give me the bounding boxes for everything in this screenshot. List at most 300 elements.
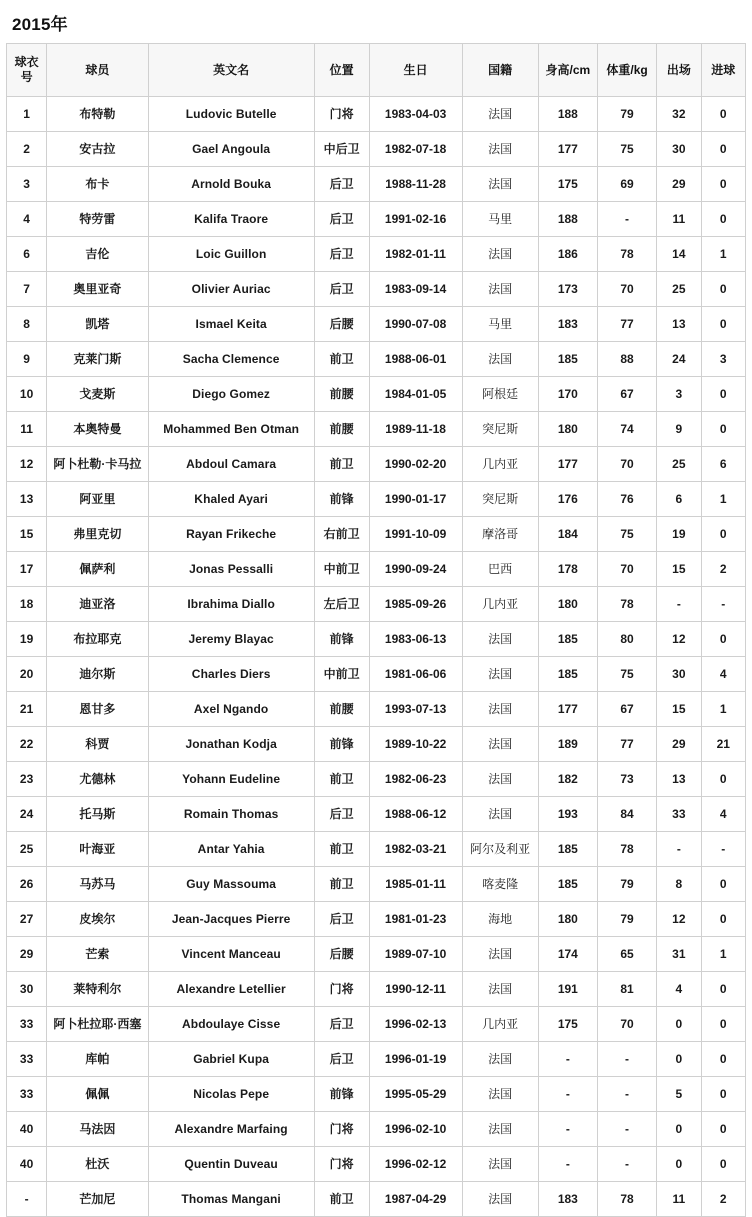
cell-player-name: 布卡 (47, 167, 148, 202)
cell-appearances: 19 (657, 517, 701, 552)
cell-goals: 0 (701, 867, 745, 902)
cell-english-name: Khaled Ayari (148, 482, 314, 517)
cell-appearances: 30 (657, 132, 701, 167)
cell-appearances: 32 (657, 97, 701, 132)
cell-player-name: 阿卜杜勒·卡马拉 (47, 447, 148, 482)
cell-player-name: 戈麦斯 (47, 377, 148, 412)
cell-height: - (538, 1147, 597, 1182)
cell-nationality: 巴西 (462, 552, 538, 587)
cell-number: 15 (7, 517, 47, 552)
cell-english-name: Gael Angoula (148, 132, 314, 167)
cell-number: - (7, 1182, 47, 1217)
cell-appearances: 30 (657, 657, 701, 692)
table-row (7, 552, 746, 587)
cell-birthday: 1990-02-20 (369, 447, 462, 482)
cell-number: 2 (7, 132, 47, 167)
cell-birthday: 1982-06-23 (369, 762, 462, 797)
cell-appearances: 14 (657, 237, 701, 272)
cell-height: - (538, 1077, 597, 1112)
cell-number: 33 (7, 1042, 47, 1077)
cell-height: 193 (538, 797, 597, 832)
cell-number: 13 (7, 482, 47, 517)
cell-position: 后卫 (314, 1042, 369, 1077)
cell-height: 188 (538, 202, 597, 237)
cell-player-name: 杜沃 (47, 1147, 148, 1182)
cell-position: 门将 (314, 1112, 369, 1147)
cell-english-name: Charles Diers (148, 657, 314, 692)
table-row (7, 377, 746, 412)
cell-number: 20 (7, 657, 47, 692)
cell-position: 后卫 (314, 1007, 369, 1042)
cell-position: 中前卫 (314, 552, 369, 587)
cell-nationality: 法国 (462, 797, 538, 832)
header-row (7, 44, 746, 97)
cell-nationality: 马里 (462, 307, 538, 342)
cell-appearances: 33 (657, 797, 701, 832)
cell-english-name: Olivier Auriac (148, 272, 314, 307)
cell-player-name: 吉伦 (47, 237, 148, 272)
cell-nationality: 法国 (462, 1112, 538, 1147)
cell-weight: 73 (597, 762, 656, 797)
cell-english-name: Romain Thomas (148, 797, 314, 832)
table-row (7, 727, 746, 762)
cell-birthday: 1996-02-10 (369, 1112, 462, 1147)
cell-number: 25 (7, 832, 47, 867)
cell-english-name: Rayan Frikeche (148, 517, 314, 552)
cell-birthday: 1996-01-19 (369, 1042, 462, 1077)
cell-player-name: 克莱门斯 (47, 342, 148, 377)
cell-english-name: Arnold Bouka (148, 167, 314, 202)
cell-nationality: 法国 (462, 272, 538, 307)
cell-goals: 0 (701, 517, 745, 552)
cell-weight: 75 (597, 132, 656, 167)
cell-birthday: 1991-10-09 (369, 517, 462, 552)
cell-player-name: 弗里克切 (47, 517, 148, 552)
cell-goals: 3 (701, 342, 745, 377)
cell-number: 24 (7, 797, 47, 832)
column-header-nationality: 国籍 (462, 44, 538, 97)
cell-appearances: 25 (657, 272, 701, 307)
cell-appearances: - (657, 587, 701, 622)
cell-appearances: 5 (657, 1077, 701, 1112)
cell-birthday: 1988-06-12 (369, 797, 462, 832)
cell-appearances: 15 (657, 552, 701, 587)
cell-nationality: 法国 (462, 1042, 538, 1077)
cell-number: 7 (7, 272, 47, 307)
cell-number: 17 (7, 552, 47, 587)
cell-appearances: 0 (657, 1042, 701, 1077)
cell-nationality: 法国 (462, 342, 538, 377)
cell-weight: - (597, 1077, 656, 1112)
cell-birthday: 1989-10-22 (369, 727, 462, 762)
cell-goals: 2 (701, 552, 745, 587)
cell-appearances: 12 (657, 902, 701, 937)
column-header-english-name: 英文名 (148, 44, 314, 97)
cell-weight: 65 (597, 937, 656, 972)
cell-position: 前锋 (314, 622, 369, 657)
cell-appearances: 13 (657, 307, 701, 342)
cell-player-name: 芒索 (47, 937, 148, 972)
cell-player-name: 佩萨利 (47, 552, 148, 587)
cell-appearances: 4 (657, 972, 701, 1007)
cell-player-name: 莱特利尔 (47, 972, 148, 1007)
cell-number: 40 (7, 1147, 47, 1182)
cell-height: 180 (538, 902, 597, 937)
cell-english-name: Jean-Jacques Pierre (148, 902, 314, 937)
cell-english-name: Vincent Manceau (148, 937, 314, 972)
cell-goals: 4 (701, 797, 745, 832)
cell-goals: - (701, 832, 745, 867)
cell-position: 前卫 (314, 832, 369, 867)
table-row (7, 342, 746, 377)
cell-weight: 70 (597, 272, 656, 307)
roster-table (6, 43, 746, 1217)
cell-number: 21 (7, 692, 47, 727)
cell-position: 前卫 (314, 867, 369, 902)
cell-english-name: Diego Gomez (148, 377, 314, 412)
cell-birthday: 1989-11-18 (369, 412, 462, 447)
table-row (7, 202, 746, 237)
cell-goals: 4 (701, 657, 745, 692)
cell-appearances: 11 (657, 1182, 701, 1217)
cell-english-name: Abdoul Camara (148, 447, 314, 482)
cell-position: 前卫 (314, 447, 369, 482)
cell-birthday: 1983-06-13 (369, 622, 462, 657)
cell-nationality: 法国 (462, 692, 538, 727)
cell-weight: 78 (597, 237, 656, 272)
cell-height: 170 (538, 377, 597, 412)
cell-height: 176 (538, 482, 597, 517)
cell-english-name: Loic Guillon (148, 237, 314, 272)
cell-english-name: Nicolas Pepe (148, 1077, 314, 1112)
cell-nationality: 法国 (462, 622, 538, 657)
cell-nationality: 法国 (462, 1077, 538, 1112)
cell-weight: 70 (597, 447, 656, 482)
cell-nationality: 阿尔及利亚 (462, 832, 538, 867)
cell-appearances: 9 (657, 412, 701, 447)
cell-birthday: 1988-06-01 (369, 342, 462, 377)
cell-player-name: 安古拉 (47, 132, 148, 167)
cell-player-name: 迪尔斯 (47, 657, 148, 692)
cell-height: 185 (538, 867, 597, 902)
cell-birthday: 1985-09-26 (369, 587, 462, 622)
table-row (7, 937, 746, 972)
cell-nationality: 突尼斯 (462, 412, 538, 447)
cell-goals: 0 (701, 97, 745, 132)
cell-number: 6 (7, 237, 47, 272)
cell-appearances: 15 (657, 692, 701, 727)
cell-english-name: Axel Ngando (148, 692, 314, 727)
cell-number: 22 (7, 727, 47, 762)
cell-weight: - (597, 1147, 656, 1182)
cell-nationality: 法国 (462, 132, 538, 167)
cell-goals: 0 (701, 622, 745, 657)
cell-player-name: 迪亚洛 (47, 587, 148, 622)
cell-appearances: 0 (657, 1147, 701, 1182)
cell-appearances: 6 (657, 482, 701, 517)
cell-position: 前锋 (314, 1077, 369, 1112)
table-row (7, 1042, 746, 1077)
cell-nationality: 法国 (462, 762, 538, 797)
cell-nationality: 几内亚 (462, 447, 538, 482)
table-row (7, 832, 746, 867)
cell-height: 188 (538, 97, 597, 132)
cell-number: 12 (7, 447, 47, 482)
cell-weight: 78 (597, 587, 656, 622)
cell-height: 189 (538, 727, 597, 762)
table-row (7, 517, 746, 552)
table-row (7, 797, 746, 832)
table-row (7, 97, 746, 132)
cell-goals: 0 (701, 1007, 745, 1042)
cell-english-name: Alexandre Marfaing (148, 1112, 314, 1147)
cell-number: 3 (7, 167, 47, 202)
table-row (7, 272, 746, 307)
cell-weight: 78 (597, 832, 656, 867)
cell-position: 前腰 (314, 412, 369, 447)
cell-weight: 77 (597, 727, 656, 762)
cell-birthday: 1985-01-11 (369, 867, 462, 902)
column-header-goals: 进球 (701, 44, 745, 97)
cell-goals: 6 (701, 447, 745, 482)
cell-nationality: 几内亚 (462, 1007, 538, 1042)
cell-birthday: 1981-01-23 (369, 902, 462, 937)
cell-nationality: 法国 (462, 1182, 538, 1217)
cell-goals: 0 (701, 377, 745, 412)
cell-birthday: 1995-05-29 (369, 1077, 462, 1112)
cell-birthday: 1983-04-03 (369, 97, 462, 132)
cell-height: 184 (538, 517, 597, 552)
cell-english-name: Yohann Eudeline (148, 762, 314, 797)
cell-nationality: 法国 (462, 97, 538, 132)
cell-weight: 81 (597, 972, 656, 1007)
column-header-height: 身高/cm (538, 44, 597, 97)
cell-birthday: 1989-07-10 (369, 937, 462, 972)
cell-weight: 78 (597, 1182, 656, 1217)
cell-birthday: 1987-04-29 (369, 1182, 462, 1217)
cell-nationality: 海地 (462, 902, 538, 937)
cell-weight: 70 (597, 1007, 656, 1042)
table-row (7, 167, 746, 202)
table-row (7, 1112, 746, 1147)
cell-english-name: Ismael Keita (148, 307, 314, 342)
table-row (7, 902, 746, 937)
cell-number: 27 (7, 902, 47, 937)
cell-weight: 79 (597, 97, 656, 132)
table-row (7, 307, 746, 342)
cell-birthday: 1982-07-18 (369, 132, 462, 167)
cell-player-name: 叶海亚 (47, 832, 148, 867)
cell-appearances: 29 (657, 167, 701, 202)
cell-appearances: 11 (657, 202, 701, 237)
cell-height: 174 (538, 937, 597, 972)
cell-birthday: 1993-07-13 (369, 692, 462, 727)
cell-appearances: 24 (657, 342, 701, 377)
cell-nationality: 法国 (462, 167, 538, 202)
cell-english-name: Ludovic Butelle (148, 97, 314, 132)
cell-number: 23 (7, 762, 47, 797)
cell-english-name: Sacha Clemence (148, 342, 314, 377)
cell-player-name: 恩甘多 (47, 692, 148, 727)
cell-english-name: Thomas Mangani (148, 1182, 314, 1217)
cell-nationality: 阿根廷 (462, 377, 538, 412)
cell-birthday: 1990-07-08 (369, 307, 462, 342)
column-header-weight: 体重/kg (597, 44, 656, 97)
cell-goals: 0 (701, 307, 745, 342)
cell-number: 18 (7, 587, 47, 622)
cell-nationality: 法国 (462, 937, 538, 972)
cell-goals: - (701, 587, 745, 622)
cell-goals: 0 (701, 1042, 745, 1077)
cell-english-name: Ibrahima Diallo (148, 587, 314, 622)
cell-weight: - (597, 1112, 656, 1147)
cell-number: 19 (7, 622, 47, 657)
cell-player-name: 芒加尼 (47, 1182, 148, 1217)
cell-position: 左后卫 (314, 587, 369, 622)
cell-player-name: 奥里亚奇 (47, 272, 148, 307)
cell-goals: 2 (701, 1182, 745, 1217)
cell-position: 前锋 (314, 727, 369, 762)
cell-player-name: 佩佩 (47, 1077, 148, 1112)
cell-birthday: 1996-02-13 (369, 1007, 462, 1042)
cell-height: 177 (538, 692, 597, 727)
cell-english-name: Gabriel Kupa (148, 1042, 314, 1077)
table-row (7, 587, 746, 622)
cell-birthday: 1984-01-05 (369, 377, 462, 412)
cell-position: 前腰 (314, 377, 369, 412)
cell-english-name: Abdoulaye Cisse (148, 1007, 314, 1042)
cell-birthday: 1982-01-11 (369, 237, 462, 272)
cell-nationality: 法国 (462, 237, 538, 272)
cell-number: 11 (7, 412, 47, 447)
cell-weight: 79 (597, 902, 656, 937)
cell-nationality: 法国 (462, 727, 538, 762)
cell-english-name: Alexandre Letellier (148, 972, 314, 1007)
table-row (7, 447, 746, 482)
table-row (7, 867, 746, 902)
cell-appearances: 8 (657, 867, 701, 902)
cell-position: 前卫 (314, 1182, 369, 1217)
table-row (7, 657, 746, 692)
cell-appearances: 13 (657, 762, 701, 797)
cell-height: 185 (538, 622, 597, 657)
cell-english-name: Kalifa Traore (148, 202, 314, 237)
cell-position: 门将 (314, 972, 369, 1007)
cell-weight: 79 (597, 867, 656, 902)
cell-weight: 80 (597, 622, 656, 657)
cell-position: 后卫 (314, 167, 369, 202)
cell-birthday: 1991-02-16 (369, 202, 462, 237)
cell-height: 175 (538, 1007, 597, 1042)
table-row (7, 762, 746, 797)
cell-english-name: Jeremy Blayac (148, 622, 314, 657)
cell-nationality: 几内亚 (462, 587, 538, 622)
cell-player-name: 尤德林 (47, 762, 148, 797)
cell-number: 33 (7, 1007, 47, 1042)
cell-height: 185 (538, 342, 597, 377)
cell-nationality: 摩洛哥 (462, 517, 538, 552)
cell-position: 中前卫 (314, 657, 369, 692)
cell-weight: 74 (597, 412, 656, 447)
cell-goals: 0 (701, 412, 745, 447)
cell-player-name: 布拉耶克 (47, 622, 148, 657)
cell-position: 右前卫 (314, 517, 369, 552)
cell-height: 185 (538, 832, 597, 867)
cell-player-name: 凯塔 (47, 307, 148, 342)
cell-player-name: 皮埃尔 (47, 902, 148, 937)
cell-number: 33 (7, 1077, 47, 1112)
table-row (7, 1182, 746, 1217)
cell-english-name: Mohammed Ben Otman (148, 412, 314, 447)
cell-number: 29 (7, 937, 47, 972)
cell-appearances: 3 (657, 377, 701, 412)
cell-number: 26 (7, 867, 47, 902)
cell-weight: - (597, 202, 656, 237)
cell-nationality: 法国 (462, 657, 538, 692)
table-row (7, 972, 746, 1007)
cell-appearances: - (657, 832, 701, 867)
column-header-number: 球衣号 (7, 44, 47, 97)
cell-goals: 0 (701, 272, 745, 307)
cell-player-name: 布特勒 (47, 97, 148, 132)
cell-goals: 0 (701, 902, 745, 937)
cell-weight: 77 (597, 307, 656, 342)
cell-height: 177 (538, 447, 597, 482)
cell-appearances: 0 (657, 1112, 701, 1147)
table-row (7, 1007, 746, 1042)
cell-height: 173 (538, 272, 597, 307)
cell-height: 178 (538, 552, 597, 587)
cell-position: 后卫 (314, 272, 369, 307)
cell-height: - (538, 1112, 597, 1147)
cell-height: 175 (538, 167, 597, 202)
cell-weight: - (597, 1042, 656, 1077)
cell-english-name: Quentin Duveau (148, 1147, 314, 1182)
cell-number: 4 (7, 202, 47, 237)
cell-position: 门将 (314, 1147, 369, 1182)
cell-position: 前腰 (314, 692, 369, 727)
cell-nationality: 突尼斯 (462, 482, 538, 517)
cell-goals: 0 (701, 1147, 745, 1182)
cell-english-name: Jonathan Kodja (148, 727, 314, 762)
cell-goals: 21 (701, 727, 745, 762)
cell-nationality: 法国 (462, 1147, 538, 1182)
cell-height: 183 (538, 1182, 597, 1217)
cell-number: 8 (7, 307, 47, 342)
cell-birthday: 1981-06-06 (369, 657, 462, 692)
cell-english-name: Antar Yahia (148, 832, 314, 867)
cell-height: 186 (538, 237, 597, 272)
cell-position: 后腰 (314, 937, 369, 972)
cell-nationality: 法国 (462, 972, 538, 1007)
cell-player-name: 马苏马 (47, 867, 148, 902)
cell-nationality: 喀麦隆 (462, 867, 538, 902)
cell-height: 182 (538, 762, 597, 797)
cell-position: 前卫 (314, 342, 369, 377)
cell-appearances: 12 (657, 622, 701, 657)
cell-height: 180 (538, 412, 597, 447)
cell-birthday: 1990-01-17 (369, 482, 462, 517)
cell-goals: 0 (701, 167, 745, 202)
cell-birthday: 1983-09-14 (369, 272, 462, 307)
cell-position: 后腰 (314, 307, 369, 342)
page-title: 2015年 (12, 15, 68, 34)
column-header-birthday: 生日 (369, 44, 462, 97)
cell-english-name: Guy Massouma (148, 867, 314, 902)
column-header-position: 位置 (314, 44, 369, 97)
cell-height: 177 (538, 132, 597, 167)
cell-player-name: 托马斯 (47, 797, 148, 832)
